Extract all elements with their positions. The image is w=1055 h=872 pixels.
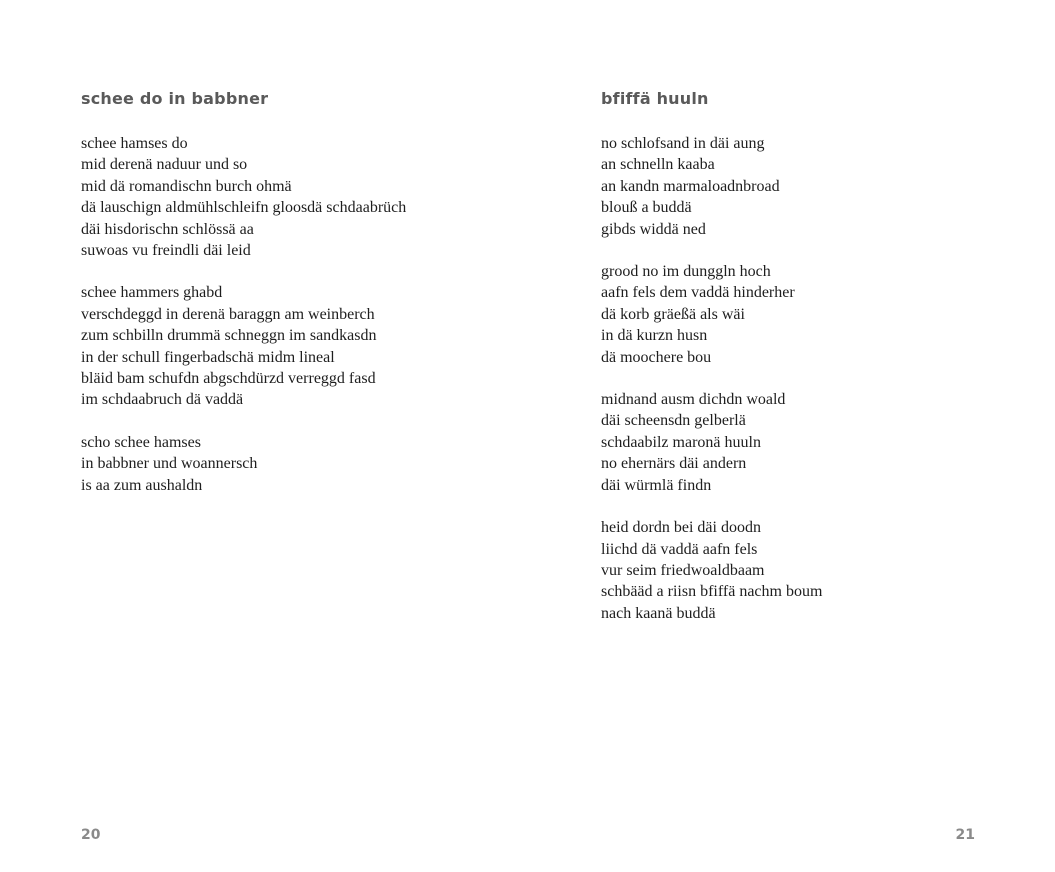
- poem-line: heid dordn bei däi doodn: [601, 519, 761, 537]
- poem-line: mid derenä naduur und so: [81, 156, 248, 174]
- poem-line: verschdeggd in derenä baraggn am weinberch: [81, 305, 375, 323]
- poem-line: blouß a buddä: [601, 199, 692, 217]
- stanza: [81, 282, 406, 410]
- poem-line: grood no im dunggln hoch: [601, 263, 771, 281]
- poem-line: in der schull fingerbadschä midm lineal: [81, 348, 335, 366]
- poem-line: dä lauschign aldmühlschleifn gloosdä schdaabrüch: [81, 199, 407, 217]
- page-number: 20: [81, 827, 101, 843]
- poem-line: in dä kurzn husn: [601, 327, 708, 345]
- poem-line: aafn fels dem vaddä hinderher: [601, 284, 795, 302]
- poem-line: gibds widdä ned: [601, 220, 706, 238]
- poem-line: midnand ausm dichdn woald: [601, 391, 786, 409]
- poem-line: nach kaanä buddä: [601, 604, 716, 622]
- stanza: [601, 389, 822, 496]
- poem-line: bläid bam schufdn abgschdürzd verreggd fasd: [81, 370, 376, 388]
- left-page: [0, 0, 527, 872]
- poem-line: dä moochere bou: [601, 348, 712, 366]
- poem-line: scho schee hamses: [81, 433, 201, 451]
- stanza: [601, 261, 822, 368]
- poem-line: däi hisdorischn schlössä aa: [81, 220, 254, 238]
- right-page: [527, 0, 1055, 872]
- poem-line: schdaabilz maronä huuln: [601, 433, 761, 451]
- poem-line: däi scheensdn gelberlä: [601, 412, 746, 430]
- poem-line: liichd dä vaddä aafn fels: [601, 540, 758, 558]
- poem-body: [81, 133, 406, 517]
- poem-body: [601, 133, 822, 645]
- poem-line: no schlofsand in däi aung: [601, 135, 765, 152]
- stanza: [81, 133, 406, 261]
- poem-title: bfiffä huuln: [601, 89, 709, 108]
- stanza: [601, 133, 822, 240]
- page-number: 21: [955, 827, 975, 843]
- poem-line: in babbner und woannersch: [81, 455, 258, 473]
- poem-line: an kandn marmaloadnbroad: [601, 177, 780, 195]
- poem-line: im schdaabruch dä vaddä: [81, 391, 244, 409]
- poem-line: dä korb gräeßä als wäi: [601, 305, 745, 323]
- stanza: [81, 432, 406, 496]
- poem-title: schee do in babbner: [81, 89, 269, 108]
- poem-line: suwoas vu freindli däi leid: [81, 242, 251, 260]
- stanza: [601, 517, 822, 624]
- poem-line: zum schbilln drummä schneggn im sandkasdn: [81, 327, 377, 345]
- poem-line: is aa zum aushaldn: [81, 476, 203, 494]
- poem-line: an schnelln kaaba: [601, 156, 715, 174]
- poem-line: no ehernärs däi andern: [601, 455, 747, 473]
- poem-line: schee hamses do: [81, 135, 188, 152]
- poem-line: mid dä romandischn burch ohmä: [81, 177, 292, 195]
- poem-line: vur seim friedwoaldbaam: [601, 561, 765, 579]
- poem-line: schee hammers ghabd: [81, 284, 223, 302]
- poem-line: schbääd a riisn bfiffä nachm boum: [601, 583, 823, 601]
- poem-line: däi würmlä findn: [601, 476, 712, 494]
